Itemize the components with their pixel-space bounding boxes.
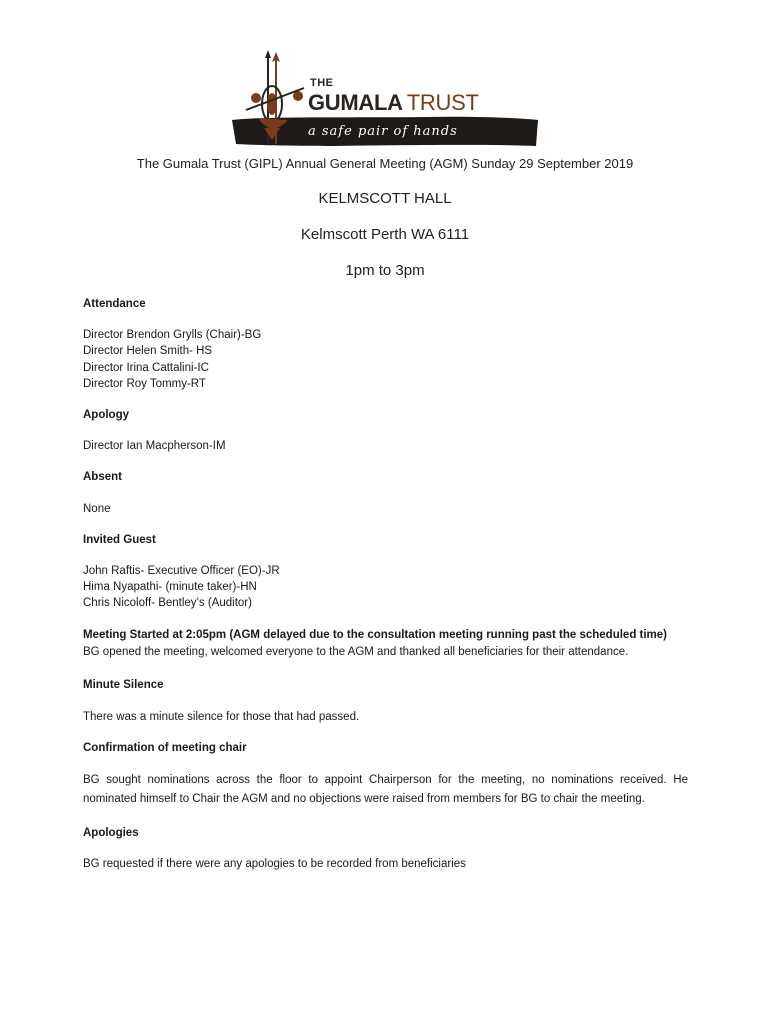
list-item: John Raftis- Executive Officer (EO)-JR — [83, 565, 280, 578]
minute-silence-heading: Minute Silence — [83, 679, 164, 692]
apologies-heading: Apologies — [83, 826, 139, 839]
list-item: Director Brendon Grylls (Chair)-BG — [83, 329, 262, 342]
logo-name-text — [308, 90, 479, 116]
meeting-chair-heading: Confirmation of meeting chair — [83, 741, 247, 754]
absent-heading: Absent — [83, 471, 122, 484]
meeting-start-text: BG opened the meeting, welcomed everyone to the AGM and thanked all beneficiaries for their attendance. — [83, 645, 629, 658]
logo-name-trust: TRUST — [406, 90, 479, 115]
list-item: Director Helen Smith- HS — [83, 345, 213, 358]
meeting-venue: KELMSCOTT HALL — [318, 190, 452, 207]
meeting-time: 1pm to 3pm — [345, 262, 425, 279]
list-item: None — [83, 502, 111, 515]
meeting-start-heading: Meeting Started at 2:05pm (AGM delayed due to the consultation meeting running past the scheduled time) — [83, 628, 668, 641]
apology-heading: Apology — [83, 409, 129, 422]
logo-name-bold: GUMALA — [308, 90, 403, 115]
list-item: Director Roy Tommy-RT — [83, 377, 206, 390]
list-item: Director Ian Macpherson-IM — [83, 440, 226, 453]
list-item: Hima Nyapathi- (minute taker)-HN — [83, 581, 257, 594]
minutes-body — [83, 296, 688, 872]
logo-the-text: THE — [310, 77, 334, 89]
attendance-list — [83, 327, 688, 392]
list-item: Director Irina Cattalini-IC — [83, 361, 209, 374]
meeting-chair-text: BG sought nominations across the floor to appoint Chairperson for the meeting, no nominations received. He nominated himself to Chair the AGM and no objections were raised from members for BG to chair the meeting. — [83, 773, 688, 806]
apologies-text: BG requested if there were any apologies to be recorded from beneficiaries — [83, 858, 466, 871]
attendance-heading: Attendance — [83, 298, 146, 310]
minute-silence-text: There was a minute silence for those that had passed. — [83, 710, 360, 723]
gumala-trust-logo — [228, 48, 542, 152]
list-item: Chris Nicoloff- Bentley’s (Auditor) — [83, 597, 252, 610]
meeting-address: Kelmscott Perth WA 6111 — [300, 226, 470, 243]
invited-guest-list — [83, 563, 688, 612]
logo-tagline: a safe pair of hands — [308, 124, 458, 139]
meeting-subtitle: The Gumala Trust (GIPL) Annual General Meeting (AGM) Sunday 29 September 2019 — [136, 156, 634, 171]
invited-guest-heading: Invited Guest — [83, 533, 156, 546]
